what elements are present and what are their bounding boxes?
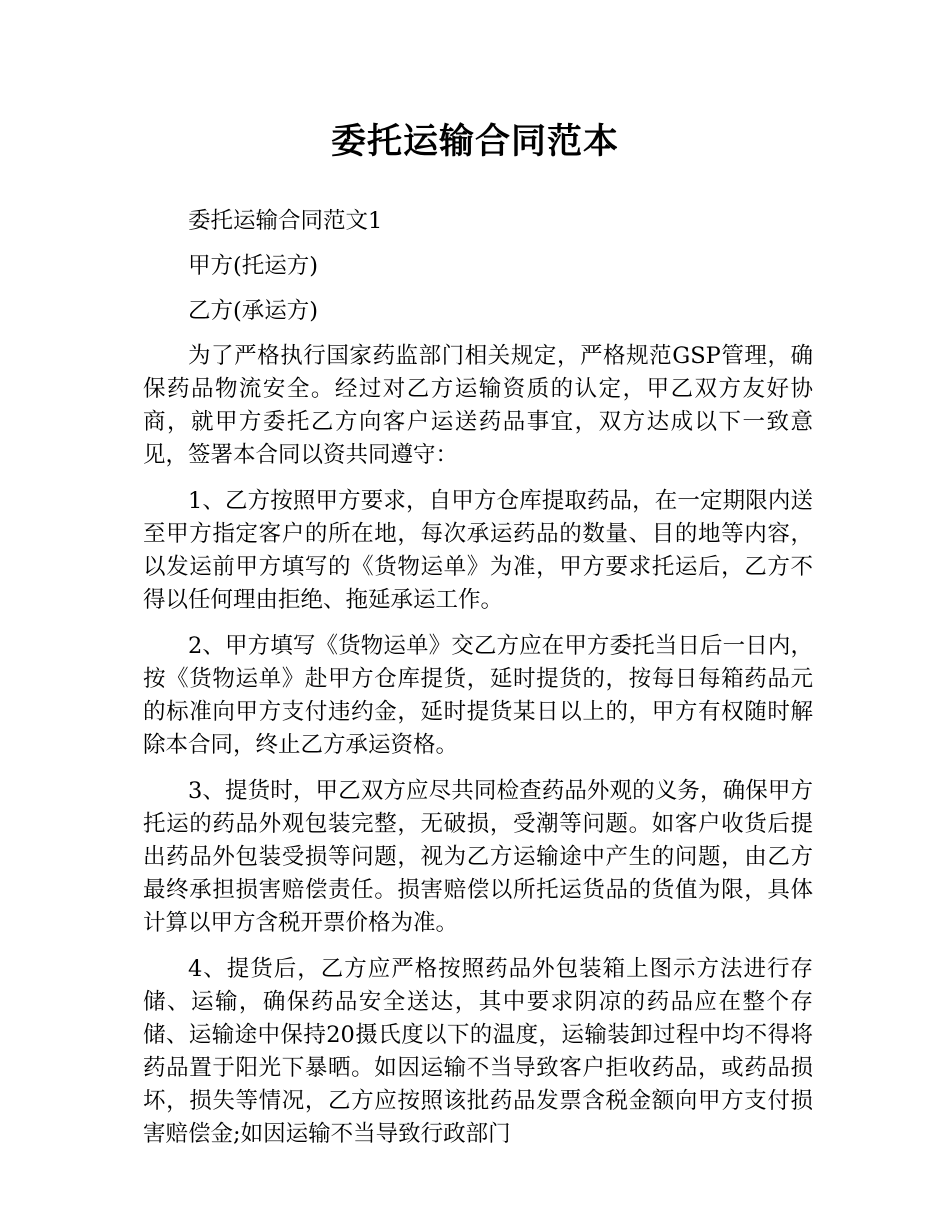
document-title: 委托运输合同范本 (330, 122, 619, 162)
preamble-paragraph: 为了严格执行国家药监部门相关规定，严格规范GSP管理，确保药品物流安全。经过对乙方运输资质的认定，甲乙双方友好协商，就甲方委托乙方向客户运送药品事宜，双方达成以下一致意见，签署本合同以资共同遵守： (143, 343, 813, 468)
party-a-line: 甲方(托运方) (188, 253, 319, 279)
clause-1-paragraph: 1、乙方按照甲方要求，自甲方仓库提取药品，在一定期限内送至甲方指定客户的所在地，每次承运药品的数量、目的地等内容，以发运前甲方填写的《货物运单》为准，甲方要求托运后，乙方不得以任何理由拒绝、拖延承运工作。 (143, 488, 813, 613)
document-body (143, 205, 813, 1164)
clause-4-paragraph: 4、提货后，乙方应严格按照药品外包装箱上图示方法进行存储、运输，确保药品安全送达，其中要求阴凉的药品应在整个存储、运输途中保持20摄氏度以下的温度，运输装卸过程中均不得将药品置于阳光下暴晒。如因运输不当导致客户拒收药品，或药品损坏，损失等情况，乙方应按照该批药品发票含税金额向甲方支付损害赔偿金;如因运输不当导致行政部门 (143, 956, 813, 1147)
section-heading: 委托运输合同范文1 (188, 208, 383, 234)
clause-3-paragraph: 3、提货时，甲乙双方应尽共同检查药品外观的义务，确保甲方托运的药品外观包装完整，无破损，受潮等问题。如客户收货后提出药品外包装受损等问题，视为乙方运输途中产生的问题，由乙方最终承担损害赔偿责任。损害赔偿以所托运货品的货值为限，具体计算以甲方含税开票价格为准。 (143, 778, 813, 936)
party-b-line: 乙方(承运方) (188, 298, 319, 324)
clause-2-paragraph: 2、甲方填写《货物运单》交乙方应在甲方委托当日后一日内，按《货物运单》赴甲方仓库提货，延时提货的，按每日每箱药品元的标准向甲方支付违约金，延时提货某日以上的，甲方有权随时解除本合同，终止乙方承运资格。 (143, 633, 813, 758)
